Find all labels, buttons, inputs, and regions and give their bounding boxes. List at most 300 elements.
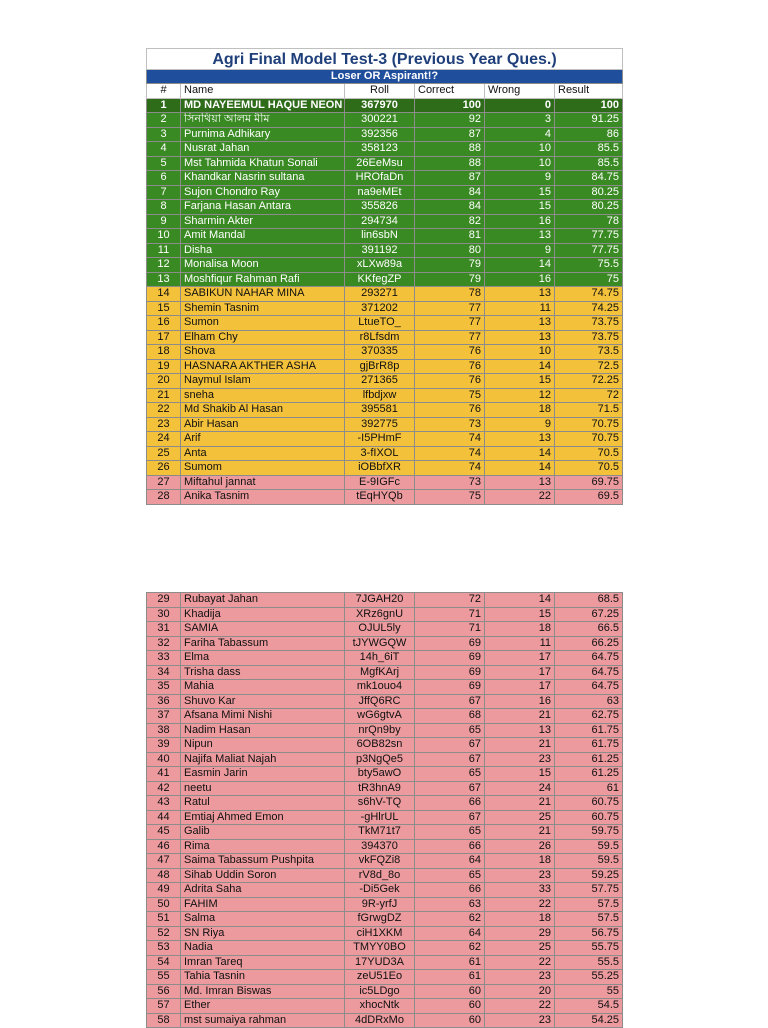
result-cell: 57.75 bbox=[555, 883, 623, 898]
correct-cell: 88 bbox=[415, 142, 485, 157]
result-cell: 56.75 bbox=[555, 926, 623, 941]
wrong-cell: 10 bbox=[485, 345, 555, 360]
wrong-cell: 20 bbox=[485, 984, 555, 999]
result-cell: 61.25 bbox=[555, 752, 623, 767]
rank-cell: 38 bbox=[147, 723, 181, 738]
wrong-cell: 13 bbox=[485, 316, 555, 331]
wrong-cell: 13 bbox=[485, 287, 555, 302]
correct-cell: 67 bbox=[415, 810, 485, 825]
table-body-2 bbox=[147, 593, 623, 1028]
table-row bbox=[147, 359, 623, 374]
roll-cell: MgfKArj bbox=[345, 665, 415, 680]
rank-cell: 10 bbox=[147, 229, 181, 244]
name-cell: Monalisa Moon bbox=[181, 258, 345, 273]
table-row bbox=[147, 1013, 623, 1028]
roll-cell: lin6sbN bbox=[345, 229, 415, 244]
correct-cell: 62 bbox=[415, 941, 485, 956]
roll-cell: vkFQZi8 bbox=[345, 854, 415, 869]
rank-cell: 6 bbox=[147, 171, 181, 186]
correct-cell: 76 bbox=[415, 403, 485, 418]
roll-cell: 4dDRxMo bbox=[345, 1013, 415, 1028]
roll-cell: 9R-yrfJ bbox=[345, 897, 415, 912]
wrong-cell: 18 bbox=[485, 854, 555, 869]
correct-cell: 75 bbox=[415, 490, 485, 505]
result-cell: 85.5 bbox=[555, 156, 623, 171]
rank-cell: 23 bbox=[147, 417, 181, 432]
wrong-cell: 17 bbox=[485, 680, 555, 695]
table-row bbox=[147, 622, 623, 637]
wrong-cell: 15 bbox=[485, 607, 555, 622]
table-row bbox=[147, 694, 623, 709]
table-row bbox=[147, 970, 623, 985]
roll-cell: nrQn9by bbox=[345, 723, 415, 738]
name-cell: Salma bbox=[181, 912, 345, 927]
table-row bbox=[147, 868, 623, 883]
wrong-cell: 29 bbox=[485, 926, 555, 941]
roll-cell: LtueTO_ bbox=[345, 316, 415, 331]
wrong-cell: 22 bbox=[485, 955, 555, 970]
rank-cell: 28 bbox=[147, 490, 181, 505]
rank-cell: 22 bbox=[147, 403, 181, 418]
correct-cell: 63 bbox=[415, 897, 485, 912]
roll-cell: 294734 bbox=[345, 214, 415, 229]
result-cell: 55.25 bbox=[555, 970, 623, 985]
wrong-cell: 10 bbox=[485, 142, 555, 157]
table-row bbox=[147, 984, 623, 999]
table-row bbox=[147, 781, 623, 796]
wrong-cell: 9 bbox=[485, 243, 555, 258]
wrong-cell: 24 bbox=[485, 781, 555, 796]
roll-cell: r8Lfsdm bbox=[345, 330, 415, 345]
rank-cell: 19 bbox=[147, 359, 181, 374]
result-cell: 64.75 bbox=[555, 665, 623, 680]
rank-cell: 20 bbox=[147, 374, 181, 389]
wrong-cell: 0 bbox=[485, 98, 555, 113]
wrong-cell: 21 bbox=[485, 709, 555, 724]
correct-cell: 74 bbox=[415, 446, 485, 461]
roll-cell: ic5LDgo bbox=[345, 984, 415, 999]
wrong-cell: 10 bbox=[485, 156, 555, 171]
table-row bbox=[147, 490, 623, 505]
header-wrong: Wrong bbox=[485, 84, 555, 99]
correct-cell: 78 bbox=[415, 287, 485, 302]
roll-cell: 300221 bbox=[345, 113, 415, 128]
wrong-cell: 22 bbox=[485, 490, 555, 505]
wrong-cell: 25 bbox=[485, 941, 555, 956]
roll-cell: tJYWGQW bbox=[345, 636, 415, 651]
roll-cell: ciH1XKM bbox=[345, 926, 415, 941]
correct-cell: 66 bbox=[415, 796, 485, 811]
wrong-cell: 14 bbox=[485, 593, 555, 608]
correct-cell: 69 bbox=[415, 665, 485, 680]
correct-cell: 65 bbox=[415, 723, 485, 738]
table-row bbox=[147, 738, 623, 753]
table-row bbox=[147, 941, 623, 956]
roll-cell: tR3hnA9 bbox=[345, 781, 415, 796]
rank-cell: 31 bbox=[147, 622, 181, 637]
table-row bbox=[147, 897, 623, 912]
table-row bbox=[147, 272, 623, 287]
rank-cell: 30 bbox=[147, 607, 181, 622]
wrong-cell: 18 bbox=[485, 622, 555, 637]
result-cell: 61.75 bbox=[555, 738, 623, 753]
results-table-part-2 bbox=[146, 592, 623, 1028]
name-cell: Tahia Tasnin bbox=[181, 970, 345, 985]
correct-cell: 73 bbox=[415, 475, 485, 490]
rank-cell: 46 bbox=[147, 839, 181, 854]
result-cell: 70.75 bbox=[555, 432, 623, 447]
correct-cell: 66 bbox=[415, 839, 485, 854]
table-row bbox=[147, 680, 623, 695]
name-cell: Farjana Hasan Antara bbox=[181, 200, 345, 215]
rank-cell: 53 bbox=[147, 941, 181, 956]
result-cell: 75 bbox=[555, 272, 623, 287]
roll-cell: 371202 bbox=[345, 301, 415, 316]
name-cell: Imran Tareq bbox=[181, 955, 345, 970]
correct-cell: 100 bbox=[415, 98, 485, 113]
rank-cell: 14 bbox=[147, 287, 181, 302]
result-cell: 62.75 bbox=[555, 709, 623, 724]
correct-cell: 88 bbox=[415, 156, 485, 171]
name-cell: Nadia bbox=[181, 941, 345, 956]
name-cell: Ether bbox=[181, 999, 345, 1014]
name-cell: Naymul Islam bbox=[181, 374, 345, 389]
rank-cell: 56 bbox=[147, 984, 181, 999]
table-row bbox=[147, 98, 623, 113]
result-cell: 55 bbox=[555, 984, 623, 999]
correct-cell: 71 bbox=[415, 622, 485, 637]
result-cell: 80.25 bbox=[555, 185, 623, 200]
result-cell: 59.5 bbox=[555, 854, 623, 869]
rank-cell: 34 bbox=[147, 665, 181, 680]
correct-cell: 69 bbox=[415, 680, 485, 695]
result-cell: 67.25 bbox=[555, 607, 623, 622]
table-row bbox=[147, 810, 623, 825]
name-cell: Md Shakib Al Hasan bbox=[181, 403, 345, 418]
roll-cell: OJUL5ly bbox=[345, 622, 415, 637]
result-cell: 84.75 bbox=[555, 171, 623, 186]
result-cell: 54.5 bbox=[555, 999, 623, 1014]
roll-cell: 392775 bbox=[345, 417, 415, 432]
correct-cell: 79 bbox=[415, 272, 485, 287]
roll-cell: p3NgQe5 bbox=[345, 752, 415, 767]
name-cell: Rubayat Jahan bbox=[181, 593, 345, 608]
wrong-cell: 9 bbox=[485, 171, 555, 186]
table-row bbox=[147, 287, 623, 302]
rank-cell: 52 bbox=[147, 926, 181, 941]
roll-cell: 391192 bbox=[345, 243, 415, 258]
table-row bbox=[147, 825, 623, 840]
result-cell: 70.5 bbox=[555, 461, 623, 476]
roll-cell: -I5PHmF bbox=[345, 432, 415, 447]
table-row bbox=[147, 142, 623, 157]
result-cell: 66.5 bbox=[555, 622, 623, 637]
rank-cell: 35 bbox=[147, 680, 181, 695]
result-cell: 54.25 bbox=[555, 1013, 623, 1028]
name-cell: Shova bbox=[181, 345, 345, 360]
table-row bbox=[147, 593, 623, 608]
wrong-cell: 18 bbox=[485, 403, 555, 418]
roll-cell: mk1ouo4 bbox=[345, 680, 415, 695]
name-cell: Arif bbox=[181, 432, 345, 447]
table-row bbox=[147, 709, 623, 724]
correct-cell: 60 bbox=[415, 1013, 485, 1028]
header-result: Result bbox=[555, 84, 623, 99]
result-cell: 85.5 bbox=[555, 142, 623, 157]
table-body-1 bbox=[147, 98, 623, 504]
result-cell: 74.25 bbox=[555, 301, 623, 316]
name-cell: neetu bbox=[181, 781, 345, 796]
result-cell: 80.25 bbox=[555, 200, 623, 215]
rank-cell: 41 bbox=[147, 767, 181, 782]
header-number: # bbox=[147, 84, 181, 99]
correct-cell: 61 bbox=[415, 955, 485, 970]
correct-cell: 66 bbox=[415, 883, 485, 898]
result-cell: 78 bbox=[555, 214, 623, 229]
wrong-cell: 9 bbox=[485, 417, 555, 432]
roll-cell: 17YUD3A bbox=[345, 955, 415, 970]
name-cell: Sumom bbox=[181, 461, 345, 476]
roll-cell: HROfaDn bbox=[345, 171, 415, 186]
result-cell: 57.5 bbox=[555, 897, 623, 912]
correct-cell: 76 bbox=[415, 374, 485, 389]
wrong-cell: 21 bbox=[485, 738, 555, 753]
table-row bbox=[147, 607, 623, 622]
wrong-cell: 22 bbox=[485, 999, 555, 1014]
rank-cell: 12 bbox=[147, 258, 181, 273]
rank-cell: 49 bbox=[147, 883, 181, 898]
table-row bbox=[147, 955, 623, 970]
rank-cell: 54 bbox=[147, 955, 181, 970]
roll-cell: 358123 bbox=[345, 142, 415, 157]
rank-cell: 42 bbox=[147, 781, 181, 796]
wrong-cell: 26 bbox=[485, 839, 555, 854]
name-cell: SABIKUN NAHAR MINA bbox=[181, 287, 345, 302]
correct-cell: 65 bbox=[415, 767, 485, 782]
roll-cell: rV8d_8o bbox=[345, 868, 415, 883]
correct-cell: 71 bbox=[415, 607, 485, 622]
roll-cell: 367970 bbox=[345, 98, 415, 113]
rank-cell: 16 bbox=[147, 316, 181, 331]
result-cell: 74.75 bbox=[555, 287, 623, 302]
rank-cell: 47 bbox=[147, 854, 181, 869]
wrong-cell: 23 bbox=[485, 970, 555, 985]
rank-cell: 15 bbox=[147, 301, 181, 316]
correct-cell: 82 bbox=[415, 214, 485, 229]
correct-cell: 74 bbox=[415, 432, 485, 447]
correct-cell: 80 bbox=[415, 243, 485, 258]
rank-cell: 27 bbox=[147, 475, 181, 490]
table-row bbox=[147, 127, 623, 142]
correct-cell: 87 bbox=[415, 127, 485, 142]
rank-cell: 8 bbox=[147, 200, 181, 215]
table-row bbox=[147, 475, 623, 490]
result-cell: 70.75 bbox=[555, 417, 623, 432]
rank-cell: 29 bbox=[147, 593, 181, 608]
wrong-cell: 21 bbox=[485, 796, 555, 811]
roll-cell: 392356 bbox=[345, 127, 415, 142]
correct-cell: 65 bbox=[415, 825, 485, 840]
result-cell: 57.5 bbox=[555, 912, 623, 927]
name-cell: Elma bbox=[181, 651, 345, 666]
roll-cell: 14h_6iT bbox=[345, 651, 415, 666]
correct-cell: 77 bbox=[415, 330, 485, 345]
table-row bbox=[147, 171, 623, 186]
wrong-cell: 15 bbox=[485, 200, 555, 215]
name-cell: Mst Tahmida Khatun Sonali bbox=[181, 156, 345, 171]
header-roll: Roll bbox=[345, 84, 415, 99]
wrong-cell: 18 bbox=[485, 912, 555, 927]
result-cell: 69.5 bbox=[555, 490, 623, 505]
correct-cell: 74 bbox=[415, 461, 485, 476]
rank-cell: 1 bbox=[147, 98, 181, 113]
correct-cell: 68 bbox=[415, 709, 485, 724]
name-cell: Shemin Tasnim bbox=[181, 301, 345, 316]
roll-cell: gjBrR8p bbox=[345, 359, 415, 374]
table-row bbox=[147, 113, 623, 128]
name-cell: Sharmin Akter bbox=[181, 214, 345, 229]
table-row bbox=[147, 345, 623, 360]
name-cell: Elham Chy bbox=[181, 330, 345, 345]
name-cell: সিনথিয়া আলম মীম bbox=[181, 113, 345, 128]
table-row bbox=[147, 883, 623, 898]
name-cell: Disha bbox=[181, 243, 345, 258]
wrong-cell: 16 bbox=[485, 214, 555, 229]
correct-cell: 60 bbox=[415, 984, 485, 999]
roll-cell: bty5awO bbox=[345, 767, 415, 782]
wrong-cell: 17 bbox=[485, 665, 555, 680]
name-cell: Anika Tasnim bbox=[181, 490, 345, 505]
correct-cell: 73 bbox=[415, 417, 485, 432]
name-cell: SAMIA bbox=[181, 622, 345, 637]
result-cell: 60.75 bbox=[555, 796, 623, 811]
name-cell: Miftahul jannat bbox=[181, 475, 345, 490]
table-row bbox=[147, 446, 623, 461]
name-cell: SN Riya bbox=[181, 926, 345, 941]
result-cell: 66.25 bbox=[555, 636, 623, 651]
roll-cell: 7JGAH20 bbox=[345, 593, 415, 608]
roll-cell: zeU51Eo bbox=[345, 970, 415, 985]
correct-cell: 84 bbox=[415, 200, 485, 215]
result-cell: 91.25 bbox=[555, 113, 623, 128]
table-row bbox=[147, 752, 623, 767]
result-cell: 64.75 bbox=[555, 651, 623, 666]
name-cell: HASNARA AKTHER ASHA bbox=[181, 359, 345, 374]
table-row bbox=[147, 432, 623, 447]
rank-cell: 25 bbox=[147, 446, 181, 461]
table-row bbox=[147, 912, 623, 927]
table-row bbox=[147, 651, 623, 666]
table-row bbox=[147, 665, 623, 680]
correct-cell: 60 bbox=[415, 999, 485, 1014]
table-row bbox=[147, 461, 623, 476]
name-cell: Najifa Maliat Najah bbox=[181, 752, 345, 767]
name-cell: Afsana Mimi Nishi bbox=[181, 709, 345, 724]
table-row bbox=[147, 214, 623, 229]
result-cell: 71.5 bbox=[555, 403, 623, 418]
roll-cell: xLXw89a bbox=[345, 258, 415, 273]
wrong-cell: 13 bbox=[485, 475, 555, 490]
table-row bbox=[147, 999, 623, 1014]
rank-cell: 9 bbox=[147, 214, 181, 229]
wrong-cell: 21 bbox=[485, 825, 555, 840]
correct-cell: 75 bbox=[415, 388, 485, 403]
roll-cell: 395581 bbox=[345, 403, 415, 418]
roll-cell: 6OB82sn bbox=[345, 738, 415, 753]
roll-cell: -gHlrUL bbox=[345, 810, 415, 825]
name-cell: Nadim Hasan bbox=[181, 723, 345, 738]
table-row bbox=[147, 723, 623, 738]
result-cell: 77.75 bbox=[555, 229, 623, 244]
rank-cell: 36 bbox=[147, 694, 181, 709]
correct-cell: 76 bbox=[415, 345, 485, 360]
name-cell: Moshfiqur Rahman Rafi bbox=[181, 272, 345, 287]
correct-cell: 62 bbox=[415, 912, 485, 927]
roll-cell: fGrwgDZ bbox=[345, 912, 415, 927]
wrong-cell: 23 bbox=[485, 868, 555, 883]
name-cell: Saima Tabassum Pushpita bbox=[181, 854, 345, 869]
result-cell: 69.75 bbox=[555, 475, 623, 490]
correct-cell: 61 bbox=[415, 970, 485, 985]
result-cell: 72.25 bbox=[555, 374, 623, 389]
rank-cell: 55 bbox=[147, 970, 181, 985]
rank-cell: 4 bbox=[147, 142, 181, 157]
name-cell: Sumon bbox=[181, 316, 345, 331]
name-cell: Khandkar Nasrin sultana bbox=[181, 171, 345, 186]
table-row bbox=[147, 767, 623, 782]
table-row bbox=[147, 229, 623, 244]
correct-cell: 65 bbox=[415, 868, 485, 883]
wrong-cell: 14 bbox=[485, 359, 555, 374]
rank-cell: 11 bbox=[147, 243, 181, 258]
table-row bbox=[147, 316, 623, 331]
table-row bbox=[147, 417, 623, 432]
roll-cell: KKfegZP bbox=[345, 272, 415, 287]
rank-cell: 3 bbox=[147, 127, 181, 142]
wrong-cell: 15 bbox=[485, 185, 555, 200]
roll-cell: E-9IGFc bbox=[345, 475, 415, 490]
table-row bbox=[147, 185, 623, 200]
wrong-cell: 13 bbox=[485, 229, 555, 244]
name-cell: Nusrat Jahan bbox=[181, 142, 345, 157]
result-cell: 61.25 bbox=[555, 767, 623, 782]
name-cell: Md. Imran Biswas bbox=[181, 984, 345, 999]
name-cell: Khadija bbox=[181, 607, 345, 622]
table-row bbox=[147, 854, 623, 869]
rank-cell: 17 bbox=[147, 330, 181, 345]
result-cell: 86 bbox=[555, 127, 623, 142]
result-cell: 61.75 bbox=[555, 723, 623, 738]
rank-cell: 2 bbox=[147, 113, 181, 128]
roll-cell: TMYY0BO bbox=[345, 941, 415, 956]
wrong-cell: 4 bbox=[485, 127, 555, 142]
correct-cell: 67 bbox=[415, 738, 485, 753]
name-cell: Shuvo Kar bbox=[181, 694, 345, 709]
result-cell: 55.75 bbox=[555, 941, 623, 956]
roll-cell: lfbdjxw bbox=[345, 388, 415, 403]
name-cell: Purnima Adhikary bbox=[181, 127, 345, 142]
rank-cell: 45 bbox=[147, 825, 181, 840]
roll-cell: iOBbfXR bbox=[345, 461, 415, 476]
result-cell: 72 bbox=[555, 388, 623, 403]
name-cell: Anta bbox=[181, 446, 345, 461]
rank-cell: 50 bbox=[147, 897, 181, 912]
wrong-cell: 23 bbox=[485, 1013, 555, 1028]
correct-cell: 67 bbox=[415, 752, 485, 767]
table-row bbox=[147, 258, 623, 273]
rank-cell: 26 bbox=[147, 461, 181, 476]
correct-cell: 87 bbox=[415, 171, 485, 186]
